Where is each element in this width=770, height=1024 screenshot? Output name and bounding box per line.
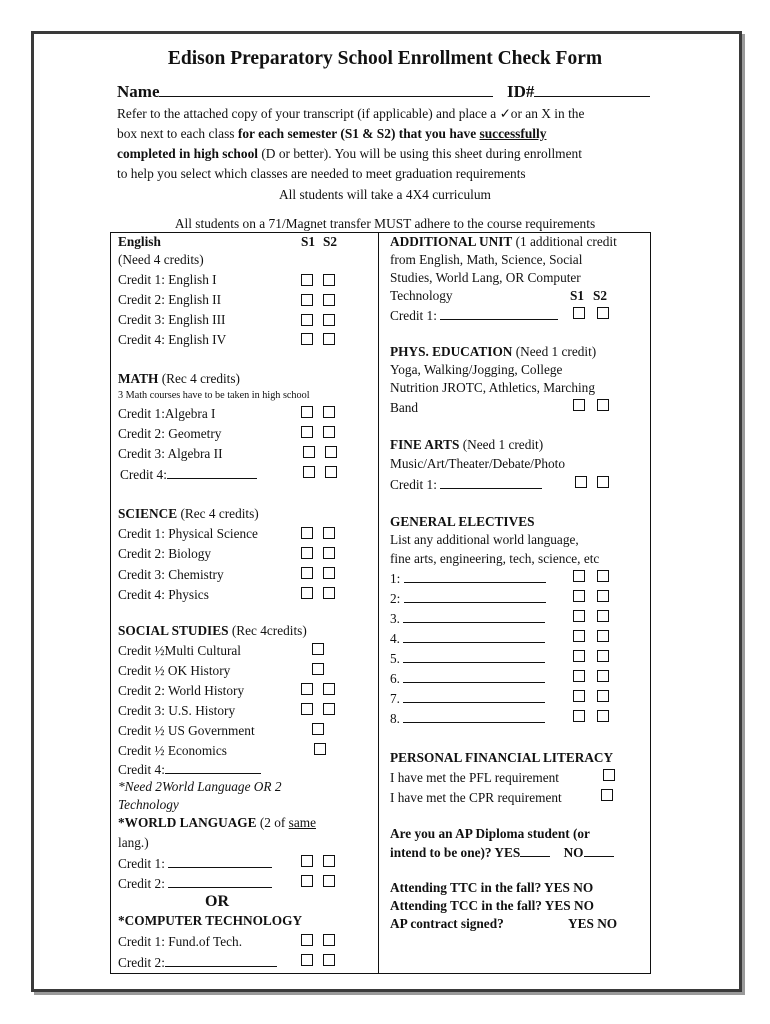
social-credit-7-label: Credit 4: [118,762,165,777]
science-2-s2-checkbox[interactable] [323,547,335,559]
math-rec: (Rec 4 credits) [158,371,240,386]
science-title: SCIENCE [118,506,178,521]
intro-bold-underline: successfully [479,126,547,141]
attending-tcc: Attending TCC in the fall? YES NO [390,898,594,913]
pe-line-3: Nutrition JROTC, Athletics, Marching [390,380,595,395]
fine-arts-credit [390,476,542,493]
english-credit-3: Credit 3: English III [118,312,226,327]
science-1-s2-checkbox[interactable] [323,527,335,539]
ap-question-line-1: Are you an AP Diploma student (or [390,826,590,841]
fine-arts-heading [390,437,543,453]
science-credit-2: Credit 2: Biology [118,546,212,561]
pfl-checkbox[interactable] [603,769,615,781]
science-3-s1-checkbox[interactable] [301,567,313,579]
pe-title: PHYS. EDUCATION [390,344,513,359]
world-language-heading [118,815,316,831]
ap-question-line-2 [390,844,614,861]
math-4-s1-checkbox[interactable] [303,466,315,478]
additional-credit-label: Credit 1: [390,308,437,323]
elective-2 [390,590,546,607]
science-credit-3: Credit 3: Chemistry [118,567,224,582]
additional-line-4: Technology [390,288,453,303]
elective-4-s2-checkbox[interactable] [597,630,609,642]
social-note-2: Technology [118,797,179,812]
social-credit-5: Credit ½ US Government [118,723,255,738]
fine-arts-need: (Need 1 credit) [459,437,544,452]
instructions [117,104,657,184]
us-government-checkbox[interactable] [312,723,324,735]
s2-header: S2 [323,234,338,249]
math-1-s1-checkbox[interactable] [301,406,313,418]
world-credit-2-blank[interactable] [168,875,272,888]
english-need: (Need 4 credits) [118,252,204,267]
pe-need: (Need 1 credit) [512,344,597,359]
computer-credit-2-blank[interactable] [165,954,277,967]
world-credit-2 [118,875,272,892]
multicultural-checkbox[interactable] [312,643,324,655]
science-4-s1-checkbox[interactable] [301,587,313,599]
elective-7-s1-checkbox[interactable] [573,690,585,702]
science-4-s2-checkbox[interactable] [323,587,335,599]
elective-6 [390,670,545,687]
math-2-s1-checkbox[interactable] [301,426,313,438]
elective-7-blank[interactable] [403,690,545,703]
computer-credit-2-label: Credit 2: [118,955,165,970]
math-3-s1-checkbox[interactable] [303,446,315,458]
social-note-1: *Need 2World Language OR 2 [118,779,282,794]
math-2-s2-checkbox[interactable] [323,426,335,438]
math-3-s2-checkbox[interactable] [325,446,337,458]
pfl-line-1: I have met the PFL requirement [390,770,559,785]
ap-yes-label: intend to be one)? YES [390,845,521,860]
intro-line-2 [117,124,657,144]
ap-no-blank[interactable] [584,844,614,857]
social-rec: (Rec 4credits) [228,623,307,638]
pfl-line-2: I have met the CPR requirement [390,790,562,805]
name-label: Name [117,82,160,101]
cpr-checkbox[interactable] [601,789,613,801]
math-credit-1: Credit 1:Algebra I [118,406,216,421]
elective-4-s1-checkbox[interactable] [573,630,585,642]
world-1-s2-checkbox[interactable] [323,855,335,867]
elective-8-s2-checkbox[interactable] [597,710,609,722]
id-blank[interactable] [534,84,650,97]
elective-1 [390,570,546,587]
english-3-s2-checkbox[interactable] [323,314,335,326]
math-4-s2-checkbox[interactable] [325,466,337,478]
elective-6-s2-checkbox[interactable] [597,670,609,682]
intro-line-3 [117,144,657,164]
fine-arts-title: FINE ARTS [390,437,460,452]
ap-contract-label: AP contract signed? [390,916,504,931]
pe-heading [390,344,596,360]
additional-heading [390,234,617,250]
us-history-s1-checkbox[interactable] [301,703,313,715]
us-history-s2-checkbox[interactable] [323,703,335,715]
additional-s2-checkbox[interactable] [597,307,609,319]
ok-history-checkbox[interactable] [312,663,324,675]
column-divider [378,232,379,973]
science-3-s2-checkbox[interactable] [323,567,335,579]
math-credit-3: Credit 3: Algebra II [118,446,223,461]
world-history-s2-checkbox[interactable] [323,683,335,695]
world-credit-1-blank[interactable] [168,855,272,868]
elective-2-blank[interactable] [404,590,546,603]
elective-7-s2-checkbox[interactable] [597,690,609,702]
intro-text: box next to each class [117,126,238,141]
elective-4-blank[interactable] [403,630,545,643]
elective-3-blank[interactable] [403,610,545,623]
elective-2-s1-checkbox[interactable] [573,590,585,602]
additional-s1-checkbox[interactable] [573,307,585,319]
magnet-note: All students on a 71/Magnet transfer MUST adhere to the course requirements [174,216,596,231]
elective-6-blank[interactable] [403,670,545,683]
elective-7-label: 7. [390,691,400,706]
social-credit-4: Credit 3: U.S. History [118,703,236,718]
computer-tech-heading: *COMPUTER TECHNOLOGY [118,913,303,928]
intro-bold: completed in high school [117,146,258,161]
elective-4 [390,630,545,647]
curriculum-note: All students will take a 4X4 curriculum [279,187,491,202]
elective-6-s1-checkbox[interactable] [573,670,585,682]
world-language-lang: lang.) [118,835,149,850]
science-2-s1-checkbox[interactable] [301,547,313,559]
social-heading [118,623,307,639]
additional-title: ADDITIONAL UNIT [390,234,513,249]
english-credit-4: Credit 4: English IV [118,332,227,347]
math-credit-4-label: Credit 4: [120,467,167,482]
science-credit-4: Credit 4: Physics [118,587,209,602]
elective-1-label: 1: [390,571,401,586]
elective-5-label: 5. [390,651,400,666]
social-credit-7 [118,761,261,778]
elective-3-s1-checkbox[interactable] [573,610,585,622]
english-1-s1-checkbox[interactable] [301,274,313,286]
english-3-s1-checkbox[interactable] [301,314,313,326]
math-title: MATH [118,371,159,386]
ap-yes-blank[interactable] [520,844,550,857]
english-credit-2: Credit 2: English II [118,292,222,307]
computer-1-s2-checkbox[interactable] [323,934,335,946]
english-1-s2-checkbox[interactable] [323,274,335,286]
world-rest: (2 of [256,815,289,830]
math-heading [118,371,240,387]
elective-5-s1-checkbox[interactable] [573,650,585,662]
math-note: 3 Math courses have to be taken in high school [118,390,310,401]
economics-checkbox[interactable] [314,743,326,755]
fine-arts-credit-label: Credit 1: [390,477,437,492]
fine-arts-credit-blank[interactable] [440,476,542,489]
english-2-s2-checkbox[interactable] [323,294,335,306]
pe-line-2: Yoga, Walking/Jogging, College [390,362,563,377]
english-heading: English [118,234,161,249]
fine-arts-s2-checkbox[interactable] [597,476,609,488]
ap-no-label: NO [563,845,584,860]
elective-1-s1-checkbox[interactable] [573,570,585,582]
electives-line-3: fine arts, engineering, tech, science, etc [390,551,600,566]
name-field[interactable] [117,82,493,102]
math-credit-4 [120,466,257,483]
world-title: *WORLD LANGUAGE [118,815,257,830]
attending-ttc: Attending TTC in the fall? YES NO [390,880,594,895]
world-2-s2-checkbox[interactable] [323,875,335,887]
id-field[interactable] [507,82,650,102]
science-heading [118,506,259,522]
english-credit-1: Credit 1: English I [118,272,217,287]
elective-8-s1-checkbox[interactable] [573,710,585,722]
or-label: OR [205,893,229,910]
elective-1-blank[interactable] [404,570,546,583]
pe-line-4: Band [390,400,419,415]
elective-6-label: 6. [390,671,400,686]
additional-credit [390,307,558,324]
elective-5 [390,650,545,667]
social-credit-6: Credit ½ Economics [118,743,227,758]
s1-header: S1 [301,234,316,249]
elective-3 [390,610,545,627]
world-credit-1 [118,855,272,872]
name-blank[interactable] [159,84,493,97]
intro-line-1: Refer to the attached copy of your transcript (if applicable) and place a ✓or an X in the [117,106,585,121]
additional-line-3: Studies, World Lang, OR Computer [390,270,581,285]
additional-s1-header: S1 [570,288,585,303]
computer-1-s1-checkbox[interactable] [301,934,313,946]
english-4-s1-checkbox[interactable] [301,333,313,345]
elective-5-blank[interactable] [403,650,545,663]
electives-line-2: List any additional world language, [390,532,579,547]
intro-bold: for each semester (S1 & S2) that you have [237,126,480,141]
world-same: same [288,815,316,830]
electives-heading: GENERAL ELECTIVES [390,514,535,529]
world-credit-2-label: Credit 2: [118,876,165,891]
social-title: SOCIAL STUDIES [118,623,229,638]
social-credit-2: Credit ½ OK History [118,663,231,678]
elective-3-s2-checkbox[interactable] [597,610,609,622]
elective-7 [390,690,545,707]
fine-arts-line-2: Music/Art/Theater/Debate/Photo [390,456,566,471]
science-credit-1: Credit 1: Physical Science [118,526,258,541]
math-1-s2-checkbox[interactable] [323,406,335,418]
social-credit-1: Credit ½Multi Cultural [118,643,241,658]
world-credit-1-label: Credit 1: [118,856,165,871]
computer-2-s1-checkbox[interactable] [301,954,313,966]
elective-4-label: 4. [390,631,400,646]
computer-credit-1: Credit 1: Fund.of Tech. [118,934,243,949]
pe-s1-checkbox[interactable] [573,399,585,411]
world-history-s1-checkbox[interactable] [301,683,313,695]
elective-2-label: 2: [390,591,401,606]
additional-l1: (1 additional credit [512,234,617,249]
elective-2-s2-checkbox[interactable] [597,590,609,602]
elective-8-blank[interactable] [403,710,545,723]
computer-credit-2 [118,954,277,971]
world-2-s1-checkbox[interactable] [301,875,313,887]
id-label: ID# [507,82,535,101]
english-2-s1-checkbox[interactable] [301,294,313,306]
additional-credit-blank[interactable] [440,307,558,320]
ap-contract-yes-no: YES NO [568,916,618,931]
science-1-s1-checkbox[interactable] [301,527,313,539]
english-4-s2-checkbox[interactable] [323,333,335,345]
world-1-s1-checkbox[interactable] [301,855,313,867]
additional-line-2: from English, Math, Science, Social [390,252,583,267]
intro-line-4: to help you select which classes are needed to meet graduation requirements [117,166,526,181]
science-rec: (Rec 4 credits) [177,506,259,521]
social-credit-3: Credit 2: World History [118,683,245,698]
elective-3-label: 3. [390,611,400,626]
intro-text: (D or better). You will be using this sheet during enrollment [258,146,582,161]
elective-1-s2-checkbox[interactable] [597,570,609,582]
social-credit-7-blank[interactable] [165,761,261,774]
elective-8-label: 8. [390,711,400,726]
pe-s2-checkbox[interactable] [597,399,609,411]
math-credit-4-blank[interactable] [167,466,257,479]
fine-arts-s1-checkbox[interactable] [575,476,587,488]
form-title: Edison Preparatory School Enrollment Check Form [167,48,603,69]
pfl-heading: PERSONAL FINANCIAL LITERACY [390,750,614,765]
additional-s2-header: S2 [593,288,608,303]
elective-8 [390,710,545,727]
math-credit-2: Credit 2: Geometry [118,426,222,441]
elective-5-s2-checkbox[interactable] [597,650,609,662]
computer-2-s2-checkbox[interactable] [323,954,335,966]
